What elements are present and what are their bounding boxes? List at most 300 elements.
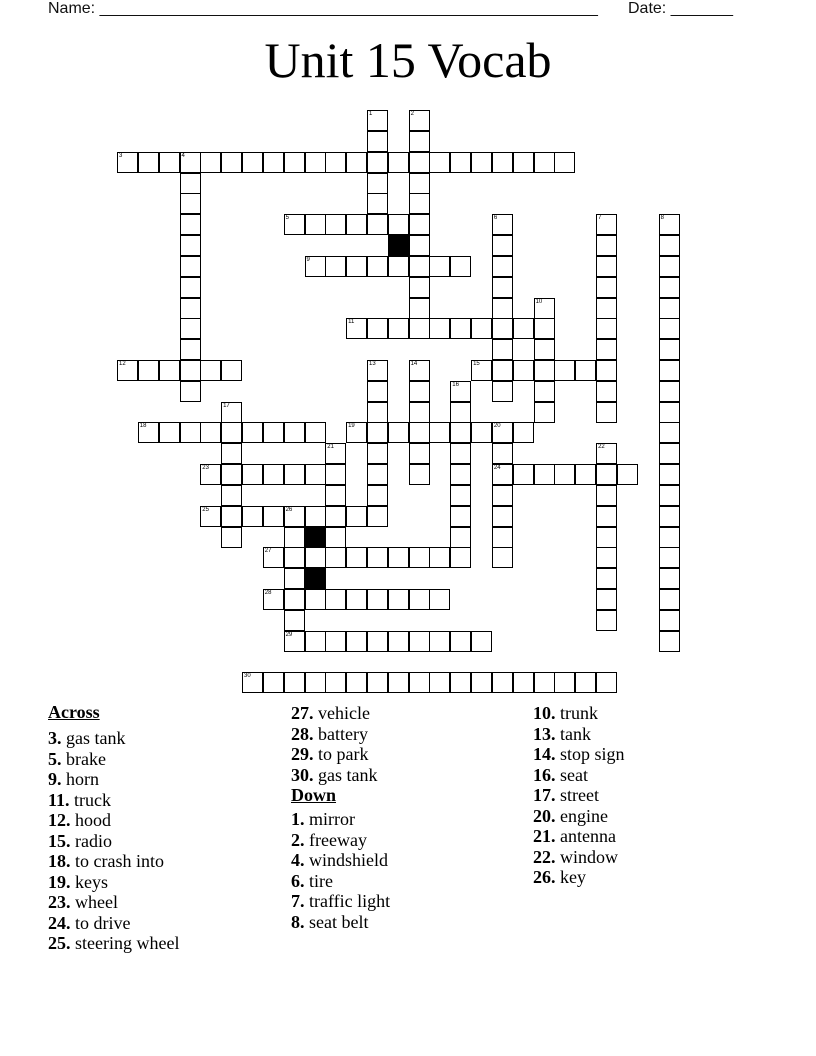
clue-item xyxy=(48,728,288,749)
cell-number: 6 xyxy=(493,215,498,222)
crossword-cell[interactable] xyxy=(659,443,680,464)
crossword-cell[interactable] xyxy=(409,360,430,381)
clue-item xyxy=(48,872,288,893)
crossword-cell[interactable] xyxy=(284,568,305,589)
crossword-cell[interactable] xyxy=(659,339,680,360)
clue-text: freeway xyxy=(304,829,367,850)
crossword-cell[interactable] xyxy=(659,214,680,235)
clue-text: horn xyxy=(61,769,99,789)
crossword-cell[interactable] xyxy=(492,381,513,402)
crossword-cell[interactable] xyxy=(242,506,263,527)
crossword-cell[interactable] xyxy=(409,631,430,652)
crossword-block xyxy=(305,527,326,548)
crossword-cell[interactable] xyxy=(492,464,513,485)
crossword-cell[interactable] xyxy=(200,506,221,527)
cell-number: 13 xyxy=(369,361,376,367)
crossword-cell[interactable] xyxy=(138,152,159,173)
crossword-cell[interactable] xyxy=(596,547,617,568)
clue-number: 4. xyxy=(291,850,305,870)
crossword-cell[interactable] xyxy=(492,672,513,693)
crossword-cell[interactable] xyxy=(367,256,388,277)
crossword-cell[interactable] xyxy=(450,527,471,548)
crossword-cell[interactable] xyxy=(409,277,430,298)
crossword-cell[interactable] xyxy=(554,672,575,693)
crossword-cell[interactable] xyxy=(388,589,409,610)
cell-number: 23 xyxy=(202,465,209,472)
crossword-cell[interactable] xyxy=(596,381,617,402)
crossword-cell[interactable] xyxy=(429,672,450,693)
crossword-cell[interactable] xyxy=(659,527,680,548)
crossword-cell[interactable] xyxy=(492,298,513,319)
crossword-cell[interactable] xyxy=(659,568,680,589)
crossword-cell[interactable] xyxy=(450,672,471,693)
crossword-cell[interactable] xyxy=(429,256,450,277)
crossword-cell[interactable] xyxy=(242,422,263,443)
crossword-cell[interactable] xyxy=(242,464,263,485)
crossword-cell[interactable] xyxy=(534,298,555,319)
crossword-cell[interactable] xyxy=(346,214,367,235)
crossword-cell[interactable] xyxy=(596,360,617,381)
clue-item xyxy=(291,809,531,830)
crossword-cell[interactable] xyxy=(450,318,471,339)
crossword-cell[interactable] xyxy=(325,672,346,693)
crossword-cell[interactable] xyxy=(117,360,138,381)
crossword-cell[interactable] xyxy=(492,318,513,339)
crossword-cell[interactable] xyxy=(221,422,242,443)
crossword-cell[interactable] xyxy=(180,318,201,339)
crossword-cell[interactable] xyxy=(180,298,201,319)
crossword-cell[interactable] xyxy=(513,422,534,443)
crossword-cell[interactable] xyxy=(575,464,596,485)
crossword-cell[interactable] xyxy=(284,152,305,173)
crossword-cell[interactable] xyxy=(659,631,680,652)
crossword-cell[interactable] xyxy=(221,506,242,527)
crossword-cell[interactable] xyxy=(284,506,305,527)
crossword-cell[interactable] xyxy=(221,402,242,423)
crossword-cell[interactable] xyxy=(242,152,263,173)
crossword-cell[interactable] xyxy=(367,631,388,652)
crossword-cell[interactable] xyxy=(325,256,346,277)
crossword-cell[interactable] xyxy=(325,527,346,548)
crossword-cell[interactable] xyxy=(325,485,346,506)
crossword-cell[interactable] xyxy=(305,256,326,277)
crossword-cell[interactable] xyxy=(659,610,680,631)
crossword-cell[interactable] xyxy=(284,214,305,235)
crossword-cell[interactable] xyxy=(492,443,513,464)
crossword-cell[interactable] xyxy=(596,527,617,548)
crossword-cell[interactable] xyxy=(450,485,471,506)
crossword-cell[interactable] xyxy=(221,152,242,173)
crossword-cell[interactable] xyxy=(346,318,367,339)
crossword-cell[interactable] xyxy=(367,464,388,485)
crossword-cell[interactable] xyxy=(409,402,430,423)
down-heading: Down xyxy=(291,785,337,805)
page-title: Unit 15 Vocab xyxy=(264,32,552,88)
crossword-cell[interactable] xyxy=(305,589,326,610)
clue-column-1 xyxy=(48,702,288,954)
crossword-cell[interactable] xyxy=(659,547,680,568)
crossword-cell[interactable] xyxy=(492,277,513,298)
crossword-cell[interactable] xyxy=(429,422,450,443)
crossword-cell[interactable] xyxy=(388,152,409,173)
crossword-cell[interactable] xyxy=(513,464,534,485)
crossword-cell[interactable] xyxy=(554,464,575,485)
crossword-cell[interactable] xyxy=(263,672,284,693)
crossword-cell[interactable] xyxy=(492,152,513,173)
clue-item xyxy=(533,765,773,786)
crossword-cell[interactable] xyxy=(659,298,680,319)
crossword-cell[interactable] xyxy=(596,235,617,256)
crossword-cell[interactable] xyxy=(180,360,201,381)
clue-column-3 xyxy=(533,702,773,888)
crossword-cell[interactable] xyxy=(659,235,680,256)
crossword-cell[interactable] xyxy=(409,464,430,485)
crossword-cell[interactable] xyxy=(367,110,388,131)
clue-number: 24. xyxy=(48,912,71,933)
crossword-cell[interactable] xyxy=(534,318,555,339)
crossword-cell[interactable] xyxy=(263,589,284,610)
crossword-cell[interactable] xyxy=(471,318,492,339)
crossword-cell[interactable] xyxy=(554,360,575,381)
crossword-cell[interactable] xyxy=(409,235,430,256)
clue-text: windshield xyxy=(304,850,388,870)
crossword-cell[interactable] xyxy=(284,547,305,568)
crossword-cell[interactable] xyxy=(346,589,367,610)
crossword-cell[interactable] xyxy=(492,527,513,548)
crossword-cell[interactable] xyxy=(659,589,680,610)
crossword-cell[interactable] xyxy=(367,672,388,693)
crossword-cell[interactable] xyxy=(596,506,617,527)
crossword-cell[interactable] xyxy=(450,422,471,443)
crossword-cell[interactable] xyxy=(367,318,388,339)
header xyxy=(48,0,768,20)
clue-number: 22. xyxy=(533,846,556,867)
cell-number: 18 xyxy=(139,423,147,430)
clue-column-2 xyxy=(291,702,531,932)
cell-number: 30 xyxy=(244,673,251,680)
crossword-cell[interactable] xyxy=(492,235,513,256)
crossword-cell[interactable] xyxy=(596,464,617,485)
clue-item xyxy=(533,806,773,827)
crossword-cell[interactable] xyxy=(513,318,534,339)
crossword-cell[interactable] xyxy=(180,256,201,277)
crossword-cell[interactable] xyxy=(325,443,346,464)
crossword-cell[interactable] xyxy=(305,422,326,443)
crossword-cell[interactable] xyxy=(159,152,180,173)
crossword-cell[interactable] xyxy=(596,298,617,319)
crossword-cell[interactable] xyxy=(200,360,221,381)
crossword-cell[interactable] xyxy=(659,360,680,381)
crossword-cell[interactable] xyxy=(409,422,430,443)
crossword-cell[interactable] xyxy=(409,672,430,693)
crossword-cell[interactable] xyxy=(346,631,367,652)
crossword-cell[interactable] xyxy=(367,485,388,506)
crossword-cell[interactable] xyxy=(471,422,492,443)
crossword-cell[interactable] xyxy=(659,318,680,339)
crossword-cell[interactable] xyxy=(659,422,680,443)
crossword-cell[interactable] xyxy=(263,464,284,485)
crossword-cell[interactable] xyxy=(450,256,471,277)
crossword-cell[interactable] xyxy=(596,339,617,360)
crossword-cell[interactable] xyxy=(659,464,680,485)
crossword-cell[interactable] xyxy=(242,672,263,693)
crossword-cell[interactable] xyxy=(305,506,326,527)
crossword-cell[interactable] xyxy=(221,485,242,506)
crossword-cell[interactable] xyxy=(513,360,534,381)
crossword-cell[interactable] xyxy=(180,381,201,402)
crossword-cell[interactable] xyxy=(596,672,617,693)
crossword-cell[interactable] xyxy=(409,193,430,214)
crossword-cell[interactable] xyxy=(492,422,513,443)
crossword-cell[interactable] xyxy=(138,422,159,443)
crossword-cell[interactable] xyxy=(305,672,326,693)
crossword-cell[interactable] xyxy=(388,631,409,652)
crossword-cell[interactable] xyxy=(325,464,346,485)
crossword-cell[interactable] xyxy=(450,402,471,423)
crossword-cell[interactable] xyxy=(346,672,367,693)
crossword-cell[interactable] xyxy=(450,443,471,464)
crossword-cell[interactable] xyxy=(429,318,450,339)
clue-text: to crash into xyxy=(70,851,164,871)
crossword-cell[interactable] xyxy=(534,464,555,485)
crossword-cell[interactable] xyxy=(409,443,430,464)
crossword-cell[interactable] xyxy=(429,547,450,568)
crossword-cell[interactable] xyxy=(534,672,555,693)
crossword-cell[interactable] xyxy=(346,547,367,568)
crossword-cell[interactable] xyxy=(596,589,617,610)
crossword-cell[interactable] xyxy=(409,256,430,277)
crossword-cell[interactable] xyxy=(388,256,409,277)
name-field[interactable]: Name: ________________________________________________________ xyxy=(48,0,598,17)
crossword-cell[interactable] xyxy=(450,152,471,173)
crossword-cell[interactable] xyxy=(388,318,409,339)
crossword-cell[interactable] xyxy=(367,506,388,527)
crossword-cell[interactable] xyxy=(305,152,326,173)
crossword-cell[interactable] xyxy=(325,506,346,527)
crossword-cell[interactable] xyxy=(575,672,596,693)
crossword-cell[interactable] xyxy=(409,318,430,339)
crossword-cell[interactable] xyxy=(284,610,305,631)
crossword-cell[interactable] xyxy=(263,422,284,443)
clue-text: engine xyxy=(555,805,608,826)
date-field[interactable]: Date: _______ xyxy=(628,0,733,17)
crossword-cell[interactable] xyxy=(346,506,367,527)
crossword-cell[interactable] xyxy=(284,589,305,610)
crossword-cell[interactable] xyxy=(409,152,430,173)
crossword-cell[interactable] xyxy=(596,256,617,277)
clue-number: 25. xyxy=(48,933,71,953)
crossword-cell[interactable] xyxy=(284,672,305,693)
crossword-cell[interactable] xyxy=(346,422,367,443)
cell-number: 11 xyxy=(348,319,355,326)
crossword-cell[interactable] xyxy=(221,527,242,548)
across-heading: Across xyxy=(48,702,100,722)
crossword-cell[interactable] xyxy=(409,110,430,131)
clue-text: wheel xyxy=(70,892,118,912)
crossword-cell[interactable] xyxy=(305,214,326,235)
crossword-cell[interactable] xyxy=(346,152,367,173)
crossword-cell[interactable] xyxy=(346,256,367,277)
crossword-cell[interactable] xyxy=(492,214,513,235)
crossword-cell[interactable] xyxy=(534,360,555,381)
crossword-cell[interactable] xyxy=(409,214,430,235)
crossword-cell[interactable] xyxy=(221,464,242,485)
crossword-cell[interactable] xyxy=(450,631,471,652)
crossword-cell[interactable] xyxy=(409,131,430,152)
crossword-cell[interactable] xyxy=(450,506,471,527)
clue-number: 9. xyxy=(48,769,62,789)
crossword-cell[interactable] xyxy=(492,339,513,360)
crossword-cell[interactable] xyxy=(325,589,346,610)
crossword-cell[interactable] xyxy=(284,631,305,652)
crossword-cell[interactable] xyxy=(596,568,617,589)
crossword-cell[interactable] xyxy=(534,152,555,173)
crossword-cell[interactable] xyxy=(367,381,388,402)
crossword-cell[interactable] xyxy=(554,152,575,173)
clue-number: 15. xyxy=(48,830,71,851)
clue-text: brake xyxy=(61,748,106,769)
clue-item xyxy=(291,912,531,933)
crossword-cell[interactable] xyxy=(200,422,221,443)
crossword-cell[interactable] xyxy=(180,214,201,235)
crossword-cell[interactable] xyxy=(263,547,284,568)
crossword-cell[interactable] xyxy=(263,152,284,173)
crossword-cell[interactable] xyxy=(471,672,492,693)
crossword-cell[interactable] xyxy=(450,547,471,568)
crossword-cell[interactable] xyxy=(534,402,555,423)
crossword-cell[interactable] xyxy=(471,152,492,173)
crossword-cell[interactable] xyxy=(429,631,450,652)
crossword-cell[interactable] xyxy=(409,381,430,402)
crossword-cell[interactable] xyxy=(180,277,201,298)
crossword-cell[interactable] xyxy=(180,173,201,194)
crossword-cell[interactable] xyxy=(284,422,305,443)
crossword-cell[interactable] xyxy=(513,672,534,693)
crossword-cell[interactable] xyxy=(450,464,471,485)
clue-item xyxy=(48,749,288,770)
crossword-cell[interactable] xyxy=(325,214,346,235)
crossword-cell[interactable] xyxy=(284,527,305,548)
crossword-cell[interactable] xyxy=(575,360,596,381)
crossword-cell[interactable] xyxy=(305,464,326,485)
crossword-cell[interactable] xyxy=(367,152,388,173)
clue-text: seat xyxy=(555,764,588,785)
crossword-cell[interactable] xyxy=(534,381,555,402)
cell-number: 20 xyxy=(493,423,501,430)
crossword-cell[interactable] xyxy=(596,443,617,464)
crossword-cell[interactable] xyxy=(471,360,492,381)
crossword-cell[interactable] xyxy=(367,214,388,235)
crossword-cell[interactable] xyxy=(492,256,513,277)
crossword-cell[interactable] xyxy=(617,464,638,485)
crossword-cell[interactable] xyxy=(596,277,617,298)
clue-number: 16. xyxy=(533,764,556,785)
crossword-cell[interactable] xyxy=(117,152,138,173)
crossword-cell[interactable] xyxy=(159,360,180,381)
crossword-cell[interactable] xyxy=(659,402,680,423)
crossword-cell[interactable] xyxy=(367,173,388,194)
crossword-cell[interactable] xyxy=(409,589,430,610)
crossword-cell[interactable] xyxy=(534,339,555,360)
crossword-block xyxy=(388,235,409,256)
crossword-cell[interactable] xyxy=(367,422,388,443)
crossword-cell[interactable] xyxy=(367,131,388,152)
crossword-cell[interactable] xyxy=(409,173,430,194)
clue-number: 14. xyxy=(533,744,556,764)
crossword-cell[interactable] xyxy=(263,506,284,527)
crossword-cell[interactable] xyxy=(492,547,513,568)
crossword-cell[interactable] xyxy=(325,547,346,568)
crossword-cell[interactable] xyxy=(409,547,430,568)
crossword-cell[interactable] xyxy=(305,631,326,652)
crossword-cell[interactable] xyxy=(659,256,680,277)
crossword-cell[interactable] xyxy=(388,214,409,235)
crossword-cell[interactable] xyxy=(200,464,221,485)
crossword-cell[interactable] xyxy=(659,381,680,402)
crossword-cell[interactable] xyxy=(221,443,242,464)
crossword-cell[interactable] xyxy=(596,214,617,235)
crossword-cell[interactable] xyxy=(180,422,201,443)
clue-item xyxy=(533,826,773,847)
crossword-cell[interactable] xyxy=(429,152,450,173)
crossword-cell[interactable] xyxy=(367,443,388,464)
crossword-cell[interactable] xyxy=(471,631,492,652)
crossword-cell[interactable] xyxy=(596,318,617,339)
crossword-cell[interactable] xyxy=(284,464,305,485)
crossword-cell[interactable] xyxy=(409,298,430,319)
crossword-cell[interactable] xyxy=(159,422,180,443)
crossword-cell[interactable] xyxy=(180,152,201,173)
crossword-cell[interactable] xyxy=(659,506,680,527)
crossword-cell[interactable] xyxy=(596,610,617,631)
clue-number: 20. xyxy=(533,805,556,826)
crossword-cell[interactable] xyxy=(305,547,326,568)
crossword-cell[interactable] xyxy=(325,631,346,652)
crossword-cell[interactable] xyxy=(513,152,534,173)
crossword-cell[interactable] xyxy=(388,422,409,443)
crossword-cell[interactable] xyxy=(200,152,221,173)
crossword-cell[interactable] xyxy=(596,485,617,506)
crossword-cell[interactable] xyxy=(492,485,513,506)
crossword-cell[interactable] xyxy=(492,506,513,527)
crossword-cell[interactable] xyxy=(367,402,388,423)
clue-number: 13. xyxy=(533,723,556,744)
crossword-cell[interactable] xyxy=(367,193,388,214)
clue-text: gas tank xyxy=(61,728,126,748)
crossword-cell[interactable] xyxy=(388,547,409,568)
clue-item xyxy=(533,724,773,745)
crossword-cell[interactable] xyxy=(367,589,388,610)
cell-number: 3 xyxy=(119,152,123,159)
crossword-cell[interactable] xyxy=(388,672,409,693)
crossword-cell[interactable] xyxy=(138,360,159,381)
crossword-cell[interactable] xyxy=(180,339,201,360)
crossword-cell[interactable] xyxy=(180,235,201,256)
crossword-cell[interactable] xyxy=(659,277,680,298)
crossword-cell[interactable] xyxy=(596,402,617,423)
crossword-cell[interactable] xyxy=(367,547,388,568)
crossword-cell[interactable] xyxy=(180,193,201,214)
crossword-cell[interactable] xyxy=(221,360,242,381)
clue-number: 2. xyxy=(291,829,305,850)
crossword-cell[interactable] xyxy=(367,360,388,381)
crossword-cell[interactable] xyxy=(450,381,471,402)
crossword-cell[interactable] xyxy=(325,152,346,173)
crossword-cell[interactable] xyxy=(659,485,680,506)
clue-number: 6. xyxy=(291,870,305,891)
crossword-cell[interactable] xyxy=(429,589,450,610)
crossword-cell[interactable] xyxy=(492,360,513,381)
